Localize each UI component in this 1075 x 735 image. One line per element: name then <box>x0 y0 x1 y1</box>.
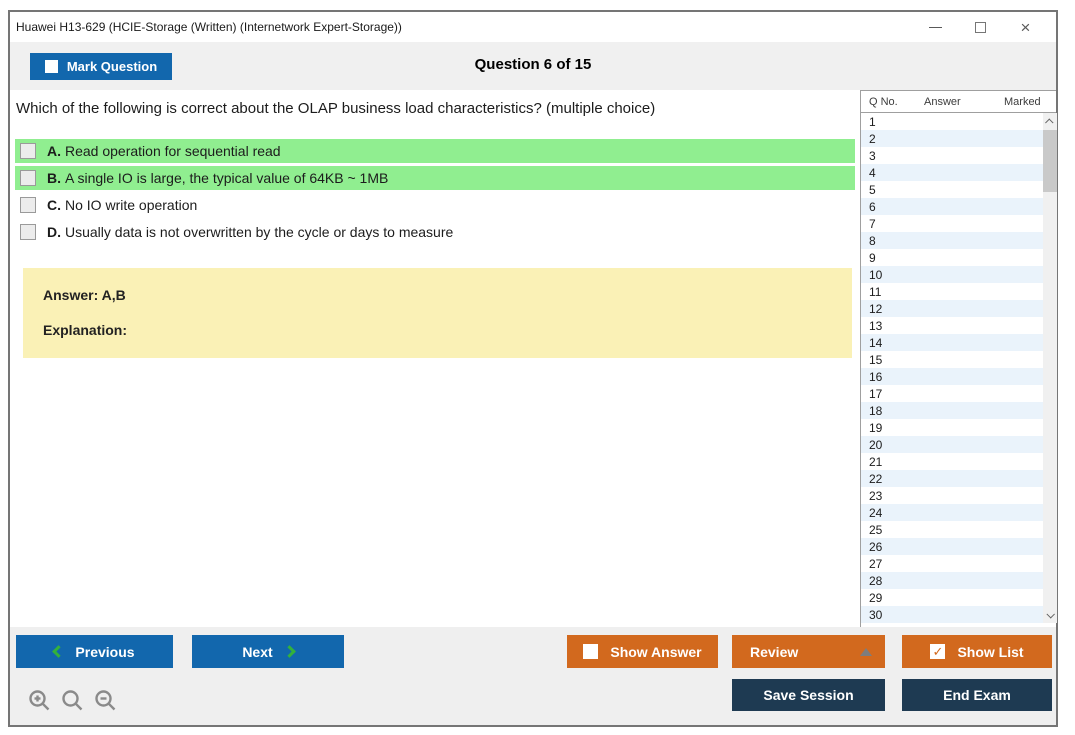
row-qno: 4 <box>869 165 876 180</box>
question-list-panel <box>860 90 1056 627</box>
minimize-icon <box>929 27 942 28</box>
zoom-out-icon[interactable] <box>94 689 118 713</box>
row-qno: 25 <box>869 522 883 537</box>
question-list-row[interactable] <box>861 589 1043 606</box>
zoom-in-icon[interactable] <box>28 689 52 713</box>
row-qno: 1 <box>869 114 876 129</box>
window-title: Huawei H13-629 (HCIE-Storage (Written) (Internetwork Expert-Storage)) <box>16 20 402 34</box>
row-qno: 9 <box>869 250 876 265</box>
question-list-row[interactable] <box>861 317 1043 334</box>
show-list-checkbox-icon <box>930 644 945 659</box>
option-text: A. Read operation for sequential read <box>47 143 281 159</box>
triangle-up-icon <box>860 648 872 656</box>
option-text: D. Usually data is not overwritten by the cycle or days to measure <box>47 224 454 240</box>
question-list-row[interactable] <box>861 368 1043 385</box>
question-list-row[interactable] <box>861 249 1043 266</box>
question-list-row[interactable] <box>861 215 1043 232</box>
question-list-row[interactable] <box>861 266 1043 283</box>
question-list-row[interactable] <box>861 198 1043 215</box>
next-label: Next <box>242 643 273 660</box>
question-list-row[interactable] <box>861 470 1043 487</box>
answer-option[interactable] <box>15 139 855 163</box>
question-list-row[interactable] <box>861 606 1043 623</box>
row-qno: 20 <box>869 437 883 452</box>
row-qno: 29 <box>869 590 883 605</box>
row-qno: 28 <box>869 573 883 588</box>
close-icon: × <box>1020 17 1031 37</box>
question-list-row[interactable] <box>861 283 1043 300</box>
column-marked: Marked <box>1004 95 1041 108</box>
window-controls <box>913 12 1048 42</box>
chevron-up-icon <box>1045 118 1053 126</box>
question-text: Which of the following is correct about the OLAP business load characteristics? (multiple choice) <box>16 100 656 117</box>
header-strip <box>10 42 1056 90</box>
review-button[interactable] <box>732 635 885 668</box>
row-qno: 27 <box>869 556 883 571</box>
question-list-row[interactable] <box>861 453 1043 470</box>
scrollbar-down-button[interactable] <box>1043 606 1057 623</box>
option-text: B. A single IO is large, the typical value of 64KB ~ 1MB <box>47 170 389 186</box>
row-qno: 10 <box>869 267 883 282</box>
show-list-button[interactable] <box>902 635 1052 668</box>
question-list-row[interactable] <box>861 181 1043 198</box>
question-list-body <box>861 113 1043 623</box>
option-checkbox[interactable] <box>20 143 36 159</box>
save-session-label: Save Session <box>763 687 854 703</box>
zoom-toolbar <box>28 689 118 713</box>
footer-bar <box>10 627 1056 725</box>
question-list-row[interactable] <box>861 300 1043 317</box>
answer-text: Answer: A,B <box>43 287 126 303</box>
column-qno: Q No. <box>869 95 898 108</box>
row-qno: 17 <box>869 386 883 401</box>
question-list-row[interactable] <box>861 113 1043 130</box>
close-button[interactable] <box>1003 13 1048 41</box>
question-list-row[interactable] <box>861 521 1043 538</box>
chevron-down-icon <box>1046 610 1054 618</box>
row-qno: 3 <box>869 148 876 163</box>
previous-button[interactable] <box>16 635 173 668</box>
question-list-row[interactable] <box>861 385 1043 402</box>
question-list-row[interactable] <box>861 334 1043 351</box>
scrollbar-up-button[interactable] <box>1043 113 1057 130</box>
row-qno: 14 <box>869 335 883 350</box>
row-qno: 15 <box>869 352 883 367</box>
row-qno: 13 <box>869 318 883 333</box>
answer-box <box>23 268 852 358</box>
option-checkbox[interactable] <box>20 170 36 186</box>
row-qno: 21 <box>869 454 883 469</box>
row-qno: 8 <box>869 233 876 248</box>
option-text: C. No IO write operation <box>47 197 198 213</box>
question-list-row[interactable] <box>861 436 1043 453</box>
show-answer-button[interactable] <box>567 635 718 668</box>
save-session-button[interactable] <box>732 679 885 711</box>
row-qno: 7 <box>869 216 876 231</box>
question-list-row[interactable] <box>861 147 1043 164</box>
zoom-reset-icon[interactable] <box>61 689 85 713</box>
chevron-left-icon <box>53 645 66 658</box>
exam-window <box>8 10 1058 727</box>
row-qno: 23 <box>869 488 883 503</box>
question-list-row[interactable] <box>861 538 1043 555</box>
answer-option[interactable] <box>15 193 855 217</box>
option-checkbox[interactable] <box>20 224 36 240</box>
question-list-row[interactable] <box>861 232 1043 249</box>
row-qno: 18 <box>869 403 883 418</box>
question-list-row[interactable] <box>861 130 1043 147</box>
row-qno: 11 <box>869 284 882 299</box>
question-list-row[interactable] <box>861 504 1043 521</box>
show-list-label: Show List <box>957 643 1024 660</box>
answer-option[interactable] <box>15 166 855 190</box>
row-qno: 22 <box>869 471 883 486</box>
question-list-row[interactable] <box>861 555 1043 572</box>
column-answer: Answer <box>924 95 961 108</box>
row-qno: 30 <box>869 607 883 622</box>
question-list-row[interactable] <box>861 487 1043 504</box>
end-exam-button[interactable] <box>902 679 1052 711</box>
show-answer-checkbox-icon <box>583 644 598 659</box>
question-list-row[interactable] <box>861 419 1043 436</box>
maximize-icon <box>975 22 986 33</box>
minimize-button[interactable] <box>913 13 958 41</box>
maximize-button[interactable] <box>958 13 1003 41</box>
row-qno: 19 <box>869 420 883 435</box>
next-button[interactable] <box>192 635 344 668</box>
question-list-row[interactable] <box>861 402 1043 419</box>
option-checkbox[interactable] <box>20 197 36 213</box>
scrollbar-thumb[interactable] <box>1043 130 1057 192</box>
question-list-row[interactable] <box>861 164 1043 181</box>
question-list-header <box>861 91 1056 113</box>
question-list-row[interactable] <box>861 351 1043 368</box>
row-qno: 6 <box>869 199 876 214</box>
show-answer-label: Show Answer <box>610 643 702 660</box>
options-container <box>15 139 855 244</box>
review-label: Review <box>750 643 799 660</box>
row-qno: 24 <box>869 505 883 520</box>
question-list-row[interactable] <box>861 572 1043 589</box>
chevron-right-icon <box>283 645 296 658</box>
row-qno: 26 <box>869 539 883 554</box>
previous-label: Previous <box>75 643 135 660</box>
row-qno: 12 <box>869 301 883 316</box>
row-qno: 2 <box>869 131 876 146</box>
question-counter: Question 6 of 15 <box>474 56 592 73</box>
row-qno: 5 <box>869 182 876 197</box>
question-list-scrollbar[interactable] <box>1043 113 1057 623</box>
title-bar <box>10 12 1056 42</box>
row-qno: 16 <box>869 369 883 384</box>
end-exam-label: End Exam <box>943 687 1011 703</box>
answer-option[interactable] <box>15 220 855 244</box>
explanation-label: Explanation: <box>43 322 128 338</box>
mark-question-label: Mark Question <box>66 59 158 74</box>
checkmark-icon: ✓ <box>932 644 944 659</box>
